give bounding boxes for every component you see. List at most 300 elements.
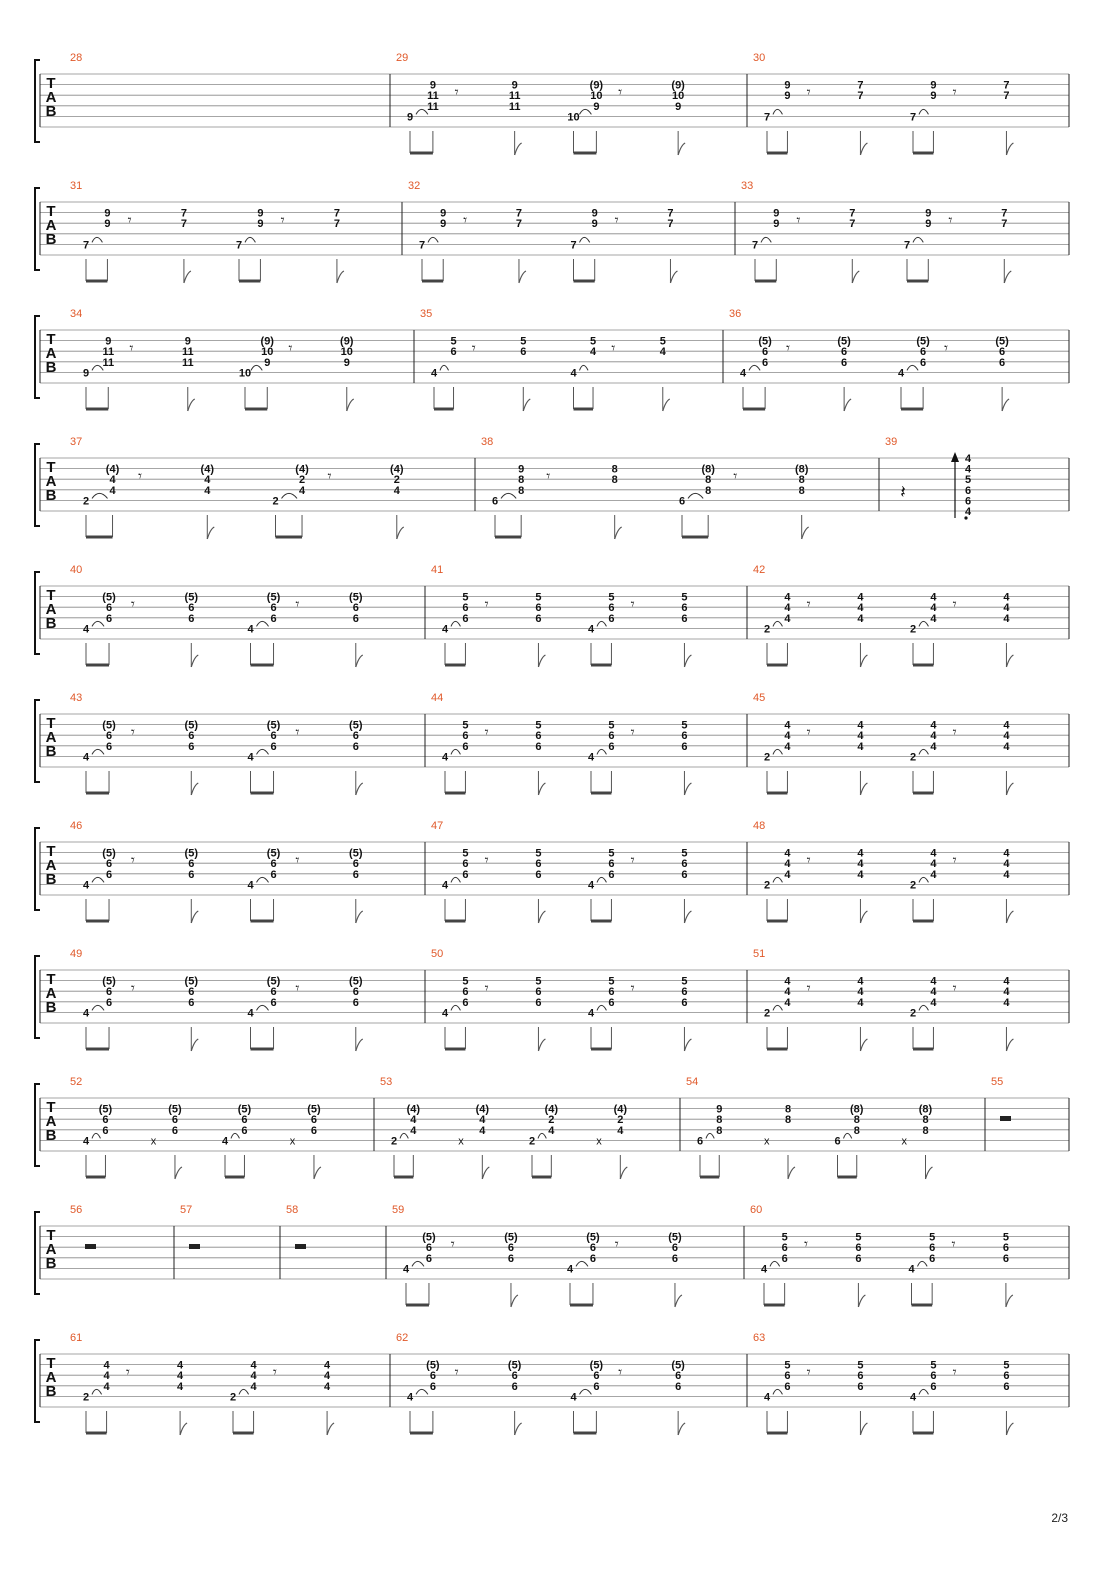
note-flag bbox=[191, 783, 198, 795]
whole-rest bbox=[1000, 1116, 1011, 1121]
fret-number: (9) bbox=[589, 79, 604, 92]
eighth-rest: 𝄾 bbox=[630, 724, 635, 742]
measure-number: 57 bbox=[180, 1204, 193, 1216]
fret-number: 8 bbox=[798, 484, 805, 497]
fret-number: 6 bbox=[920, 346, 927, 359]
fret-number: 4 bbox=[221, 1135, 229, 1148]
eighth-rest: 𝄾 bbox=[295, 724, 300, 742]
eighth-rest: 𝄾 bbox=[295, 596, 300, 614]
fret-number: 7 bbox=[667, 207, 674, 220]
fret-number: 2 bbox=[393, 474, 400, 487]
fret-number: 4 bbox=[909, 1391, 917, 1404]
note-flag bbox=[337, 271, 344, 283]
system-bracket bbox=[35, 1340, 40, 1422]
measure-number: 40 bbox=[70, 564, 83, 576]
dead-note: x bbox=[596, 1135, 602, 1148]
tie bbox=[844, 1133, 852, 1138]
fret-number: 6 bbox=[105, 858, 113, 871]
note-flag bbox=[356, 655, 363, 667]
fret-number: 8 bbox=[611, 463, 618, 476]
fret-number: 4 bbox=[857, 847, 864, 860]
fret-number: 5 bbox=[462, 591, 469, 604]
fret-number: 4 bbox=[930, 986, 937, 999]
tie bbox=[428, 237, 438, 242]
fret-number: 4 bbox=[857, 602, 864, 615]
fret-number: 4 bbox=[930, 719, 937, 732]
tab-clef-letter: B bbox=[45, 103, 57, 120]
fret-number: 4 bbox=[964, 463, 972, 476]
note-flag bbox=[515, 1423, 522, 1435]
fret-number: (4) bbox=[295, 463, 309, 476]
eighth-rest: 𝄾 bbox=[127, 212, 132, 230]
fret-number: 2 bbox=[763, 751, 771, 764]
note-flag bbox=[860, 783, 867, 795]
note-flag bbox=[356, 783, 363, 795]
fret-number: 5 bbox=[781, 1231, 788, 1244]
measure-number: 47 bbox=[431, 820, 444, 832]
fret-number: 5 bbox=[1003, 1359, 1010, 1372]
fret-number: 2 bbox=[763, 879, 771, 892]
note-flag bbox=[356, 911, 363, 923]
eighth-rest: 𝄾 bbox=[130, 596, 135, 614]
tab-clef-letter: T bbox=[46, 843, 56, 860]
fret-number: 4 bbox=[784, 986, 791, 999]
fret-number: 6 bbox=[270, 602, 277, 615]
fret-number: 5 bbox=[462, 975, 469, 988]
fret-number: 8 bbox=[798, 474, 805, 487]
fret-number: 6 bbox=[270, 996, 277, 1009]
fret-number: 4 bbox=[247, 623, 254, 636]
tie bbox=[913, 237, 923, 242]
fret-number: 6 bbox=[105, 602, 113, 615]
fret-number: 6 bbox=[171, 1114, 179, 1127]
tie bbox=[688, 493, 703, 498]
fret-number: 6 bbox=[671, 1242, 679, 1255]
fret-number: 4 bbox=[441, 623, 449, 636]
fret-number: (8) bbox=[918, 1103, 933, 1116]
fret-number: 6 bbox=[105, 996, 113, 1009]
note-flag bbox=[860, 1039, 867, 1051]
tie bbox=[92, 237, 102, 242]
fret-number: 9 bbox=[591, 218, 598, 231]
measure-number: 53 bbox=[380, 1076, 393, 1088]
fret-number: 6 bbox=[188, 868, 195, 881]
fret-number: 10 bbox=[672, 90, 685, 103]
fret-number: 6 bbox=[105, 868, 113, 881]
fret-number: 6 bbox=[241, 1124, 248, 1137]
fret-number: 4 bbox=[930, 591, 937, 604]
fret-number: 4 bbox=[479, 1124, 486, 1137]
tie bbox=[773, 109, 782, 114]
measure-number: 52 bbox=[70, 1076, 83, 1088]
measure-number: 37 bbox=[70, 436, 83, 448]
note-flag bbox=[860, 143, 867, 155]
fret-number: (4) bbox=[390, 463, 404, 476]
note-flag bbox=[844, 399, 851, 411]
fret-number: 8 bbox=[705, 484, 712, 497]
note-flag bbox=[538, 655, 545, 667]
fret-number: 2 bbox=[909, 1007, 917, 1020]
tab-clef-letter: A bbox=[45, 473, 57, 490]
eighth-rest: 𝄾 bbox=[804, 1236, 809, 1254]
fret-number: 4 bbox=[784, 847, 791, 860]
fret-number: (5) bbox=[237, 1103, 252, 1116]
eighth-rest: 𝄾 bbox=[630, 596, 635, 614]
fret-number: (9) bbox=[671, 79, 685, 92]
fret-number: 6 bbox=[188, 730, 195, 743]
fret-number: 4 bbox=[857, 730, 864, 743]
fret-number: 4 bbox=[784, 868, 791, 881]
fret-number: 6 bbox=[105, 740, 113, 753]
eighth-rest: 𝄾 bbox=[611, 340, 616, 358]
note-flag bbox=[1006, 655, 1013, 667]
fret-number: 11 bbox=[102, 356, 115, 369]
fret-number: 6 bbox=[270, 612, 277, 625]
tab-clef-letter: T bbox=[46, 459, 56, 476]
fret-number: (5) bbox=[102, 719, 116, 732]
eighth-rest: 𝄾 bbox=[288, 340, 293, 358]
fret-number: 6 bbox=[784, 1370, 791, 1383]
tie bbox=[92, 877, 104, 882]
fret-number: 8 bbox=[922, 1124, 929, 1137]
note-flag bbox=[207, 527, 214, 539]
eighth-rest: 𝄾 bbox=[450, 1236, 455, 1254]
fret-number: 6 bbox=[535, 602, 542, 615]
tie bbox=[706, 1133, 714, 1138]
fret-number: 4 bbox=[739, 367, 747, 380]
tie bbox=[580, 1389, 592, 1394]
fret-number: 4 bbox=[1003, 591, 1010, 604]
fret-number: 4 bbox=[204, 474, 211, 487]
fret-number: 6 bbox=[608, 602, 615, 615]
fret-number: 6 bbox=[781, 1242, 788, 1255]
fret-number: 4 bbox=[760, 1263, 768, 1276]
fret-number: 6 bbox=[352, 612, 359, 625]
tie bbox=[92, 1005, 104, 1010]
note-flag bbox=[684, 655, 691, 667]
fret-number: 9 bbox=[675, 100, 682, 113]
fret-number: 9 bbox=[82, 367, 90, 380]
fret-number: 4 bbox=[1003, 602, 1010, 615]
fret-number: 5 bbox=[462, 847, 469, 860]
fret-number: 8 bbox=[716, 1114, 723, 1127]
tie bbox=[245, 237, 255, 242]
tab-clef-letter: T bbox=[46, 587, 56, 604]
fret-number: 11 bbox=[181, 346, 194, 359]
fret-number: (5) bbox=[266, 975, 281, 988]
fret-number: 4 bbox=[402, 1263, 410, 1276]
tab-clef-letter: B bbox=[45, 743, 57, 760]
fret-number: 4 bbox=[784, 996, 791, 1009]
fret-number: 7 bbox=[1001, 218, 1008, 231]
fret-number: 2 bbox=[763, 623, 771, 636]
tab-clef-letter: B bbox=[45, 359, 57, 376]
fret-number: 6 bbox=[352, 996, 359, 1009]
measure-number: 36 bbox=[729, 308, 742, 320]
eighth-rest: 𝄾 bbox=[951, 1236, 956, 1254]
fret-number: 5 bbox=[681, 591, 688, 604]
fret-number: 6 bbox=[608, 740, 615, 753]
eighth-rest: 𝄾 bbox=[546, 468, 551, 486]
fret-number: 6 bbox=[105, 986, 113, 999]
tab-clef-letter: B bbox=[45, 231, 57, 248]
measure-number: 55 bbox=[991, 1076, 1004, 1088]
fret-number: 6 bbox=[270, 986, 277, 999]
fret-number: 6 bbox=[671, 1252, 679, 1265]
fret-number: 8 bbox=[518, 484, 525, 497]
fret-number: (5) bbox=[184, 975, 199, 988]
measure-number: 63 bbox=[753, 1332, 766, 1344]
eighth-rest: 𝄾 bbox=[806, 596, 811, 614]
fret-number: 2 bbox=[909, 879, 917, 892]
fret-number: 5 bbox=[681, 719, 688, 732]
note-flag bbox=[926, 1167, 933, 1179]
fret-number: 6 bbox=[188, 996, 195, 1009]
fret-number: 8 bbox=[716, 1124, 723, 1137]
fret-number: 6 bbox=[507, 1242, 515, 1255]
fret-number: 4 bbox=[109, 484, 116, 497]
fret-number: 7 bbox=[849, 207, 856, 220]
note-flag bbox=[675, 1295, 682, 1307]
tab-clef-letter: B bbox=[45, 1255, 57, 1272]
tab-clef-letter: B bbox=[45, 999, 57, 1016]
fret-number: 8 bbox=[518, 474, 525, 487]
fret-number: (5) bbox=[184, 719, 199, 732]
note-flag bbox=[684, 911, 691, 923]
fret-number: (5) bbox=[668, 1231, 682, 1244]
fret-number: 6 bbox=[930, 1380, 937, 1393]
fret-number: 6 bbox=[535, 996, 542, 1009]
system-bracket bbox=[35, 316, 40, 398]
fret-number: 9 bbox=[343, 356, 350, 369]
fret-number: 4 bbox=[930, 975, 937, 988]
fret-number: 7 bbox=[570, 239, 577, 252]
fret-number: 4 bbox=[548, 1124, 555, 1137]
tie bbox=[92, 1133, 100, 1138]
fret-number: 4 bbox=[410, 1114, 417, 1127]
whole-rest bbox=[189, 1244, 200, 1249]
fret-number: (5) bbox=[349, 591, 363, 604]
fret-number: 4 bbox=[784, 612, 791, 625]
tie bbox=[597, 749, 606, 754]
fret-number: 4 bbox=[908, 1263, 915, 1276]
system-bracket bbox=[35, 1212, 40, 1294]
fret-number: 6 bbox=[1003, 1380, 1010, 1393]
fret-number: 6 bbox=[102, 1124, 109, 1137]
tie bbox=[907, 365, 918, 370]
fret-number: 4 bbox=[324, 1370, 331, 1383]
fret-number: 6 bbox=[520, 346, 527, 359]
fret-number: 6 bbox=[511, 1370, 518, 1383]
measure-number: 31 bbox=[70, 180, 83, 192]
fret-number: 6 bbox=[681, 612, 688, 625]
fret-number: 6 bbox=[857, 1370, 864, 1383]
fret-number: (5) bbox=[349, 847, 363, 860]
fret-number: 11 bbox=[427, 90, 439, 103]
fret-number: 4 bbox=[82, 1007, 90, 1020]
tie bbox=[919, 621, 928, 626]
note-flag bbox=[1002, 399, 1009, 411]
fret-number: 5 bbox=[462, 719, 469, 732]
fret-number: 7 bbox=[849, 218, 856, 231]
tab-clef-letter: B bbox=[45, 1127, 57, 1144]
fret-number: 4 bbox=[177, 1370, 184, 1383]
tie bbox=[251, 365, 262, 370]
measure-number: 30 bbox=[753, 52, 766, 64]
fret-number: 9 bbox=[264, 356, 271, 369]
fret-number: 5 bbox=[681, 847, 688, 860]
fret-number: 5 bbox=[608, 591, 615, 604]
fret-number: 7 bbox=[903, 239, 911, 252]
tab-clef-letter: B bbox=[45, 487, 57, 504]
tie bbox=[770, 1261, 780, 1266]
fret-number: 6 bbox=[1002, 1242, 1009, 1255]
fret-number: 6 bbox=[507, 1252, 515, 1265]
fret-number: (5) bbox=[266, 847, 281, 860]
fret-number: 6 bbox=[425, 1242, 433, 1255]
fret-number: 4 bbox=[930, 868, 937, 881]
fret-number: 6 bbox=[681, 858, 688, 871]
fret-number: 6 bbox=[105, 730, 113, 743]
fret-number: 4 bbox=[1003, 975, 1010, 988]
tab-clef-letter: B bbox=[45, 615, 57, 632]
fret-number: (5) bbox=[837, 335, 851, 348]
fret-number: 6 bbox=[188, 858, 195, 871]
fret-number: 6 bbox=[462, 740, 469, 753]
eighth-rest: 𝄾 bbox=[484, 980, 489, 998]
tie bbox=[773, 1005, 782, 1010]
fret-number: 4 bbox=[857, 719, 864, 732]
fret-number: 6 bbox=[352, 868, 359, 881]
tie bbox=[92, 1389, 102, 1394]
eighth-rest: 𝄾 bbox=[952, 84, 957, 102]
fret-number: 9 bbox=[591, 207, 598, 220]
fret-number: 6 bbox=[929, 1242, 936, 1255]
fret-number: (5) bbox=[184, 847, 199, 860]
fret-number: 11 bbox=[102, 346, 115, 359]
tie bbox=[580, 237, 590, 242]
fret-number: 6 bbox=[608, 868, 615, 881]
whole-rest bbox=[295, 1244, 306, 1249]
fret-number: 9 bbox=[184, 335, 191, 348]
fret-number: 4 bbox=[82, 879, 90, 892]
fret-number: 7 bbox=[1001, 207, 1008, 220]
fret-number: 7 bbox=[763, 111, 771, 124]
fret-number: 4 bbox=[1003, 730, 1010, 743]
dead-note: x bbox=[150, 1135, 157, 1148]
fret-number: 4 bbox=[103, 1380, 110, 1393]
note-flag bbox=[191, 1039, 198, 1051]
fret-number: 10 bbox=[590, 90, 603, 103]
fret-number: 6 bbox=[462, 996, 469, 1009]
tab-clef-letter: A bbox=[45, 857, 57, 874]
tie bbox=[92, 493, 108, 498]
tie bbox=[919, 109, 928, 114]
note-flag bbox=[188, 399, 195, 411]
fret-number: 5 bbox=[930, 1359, 937, 1372]
fret-number: 5 bbox=[964, 474, 972, 487]
fret-number: 4 bbox=[784, 591, 791, 604]
fret-number: 8 bbox=[784, 1114, 792, 1127]
eighth-rest: 𝄾 bbox=[952, 596, 957, 614]
fret-number: 4 bbox=[1003, 986, 1010, 999]
fret-number: 4 bbox=[82, 623, 90, 636]
fret-number: 6 bbox=[352, 986, 359, 999]
system-bracket bbox=[35, 700, 40, 782]
tie bbox=[257, 621, 269, 626]
fret-number: 4 bbox=[1003, 847, 1010, 860]
fret-number: (5) bbox=[98, 1103, 113, 1116]
fret-number: 9 bbox=[716, 1103, 723, 1116]
tab-clef-letter: A bbox=[45, 89, 57, 106]
note-flag bbox=[852, 271, 859, 283]
eighth-rest: 𝄾 bbox=[796, 212, 801, 230]
eighth-rest: 𝄾 bbox=[129, 340, 134, 358]
fret-number: 4 bbox=[177, 1380, 184, 1393]
fret-number: (9) bbox=[260, 335, 274, 348]
fret-number: 4 bbox=[784, 858, 791, 871]
fret-number: 4 bbox=[441, 879, 449, 892]
fret-number: 9 bbox=[511, 79, 518, 92]
note-flag bbox=[519, 271, 526, 283]
fret-number: 9 bbox=[105, 335, 112, 348]
fret-number: 5 bbox=[608, 719, 615, 732]
eighth-rest: 𝄾 bbox=[806, 1364, 811, 1382]
fret-number: 6 bbox=[535, 612, 542, 625]
fret-number: 6 bbox=[608, 730, 615, 743]
measure-number: 43 bbox=[70, 692, 83, 704]
tie bbox=[597, 1005, 606, 1010]
note-flag bbox=[684, 1039, 691, 1051]
fret-number: 9 bbox=[440, 218, 447, 231]
fret-number: (4) bbox=[200, 463, 215, 476]
fret-number: 4 bbox=[250, 1359, 257, 1372]
fret-number: 5 bbox=[857, 1359, 864, 1372]
eighth-rest: 𝄾 bbox=[327, 468, 332, 486]
staff-system bbox=[35, 1340, 1069, 1435]
fret-number: (4) bbox=[475, 1103, 490, 1116]
fret-number: 9 bbox=[257, 207, 264, 220]
fret-number: 4 bbox=[103, 1370, 110, 1383]
fret-number: 8 bbox=[922, 1114, 929, 1127]
dead-note: x bbox=[289, 1135, 296, 1148]
measure-number: 41 bbox=[431, 564, 444, 576]
measure-number: 58 bbox=[286, 1204, 299, 1216]
fret-number: 4 bbox=[857, 591, 864, 604]
fret-number: 9 bbox=[593, 100, 600, 113]
fret-number: (5) bbox=[266, 719, 281, 732]
fret-number: (8) bbox=[794, 463, 809, 476]
fret-number: 2 bbox=[909, 623, 917, 636]
fret-number: 11 bbox=[181, 356, 194, 369]
note-flag bbox=[1006, 143, 1013, 155]
fret-number: 4 bbox=[784, 975, 791, 988]
fret-number: 6 bbox=[535, 740, 542, 753]
fret-number: 8 bbox=[611, 474, 618, 487]
fret-number: 4 bbox=[393, 484, 400, 497]
fret-number: 9 bbox=[925, 207, 932, 220]
fret-number: 6 bbox=[696, 1135, 704, 1148]
note-flag bbox=[860, 911, 867, 923]
fret-number: (9) bbox=[340, 335, 354, 348]
fret-number: 5 bbox=[589, 335, 597, 348]
fret-number: (4) bbox=[406, 1103, 421, 1116]
tab-clef-letter: B bbox=[45, 1383, 57, 1400]
fret-number: 4 bbox=[298, 484, 306, 497]
fret-number: 2 bbox=[763, 1007, 771, 1020]
fret-number: (5) bbox=[671, 1359, 685, 1372]
measure-number: 54 bbox=[686, 1076, 699, 1088]
